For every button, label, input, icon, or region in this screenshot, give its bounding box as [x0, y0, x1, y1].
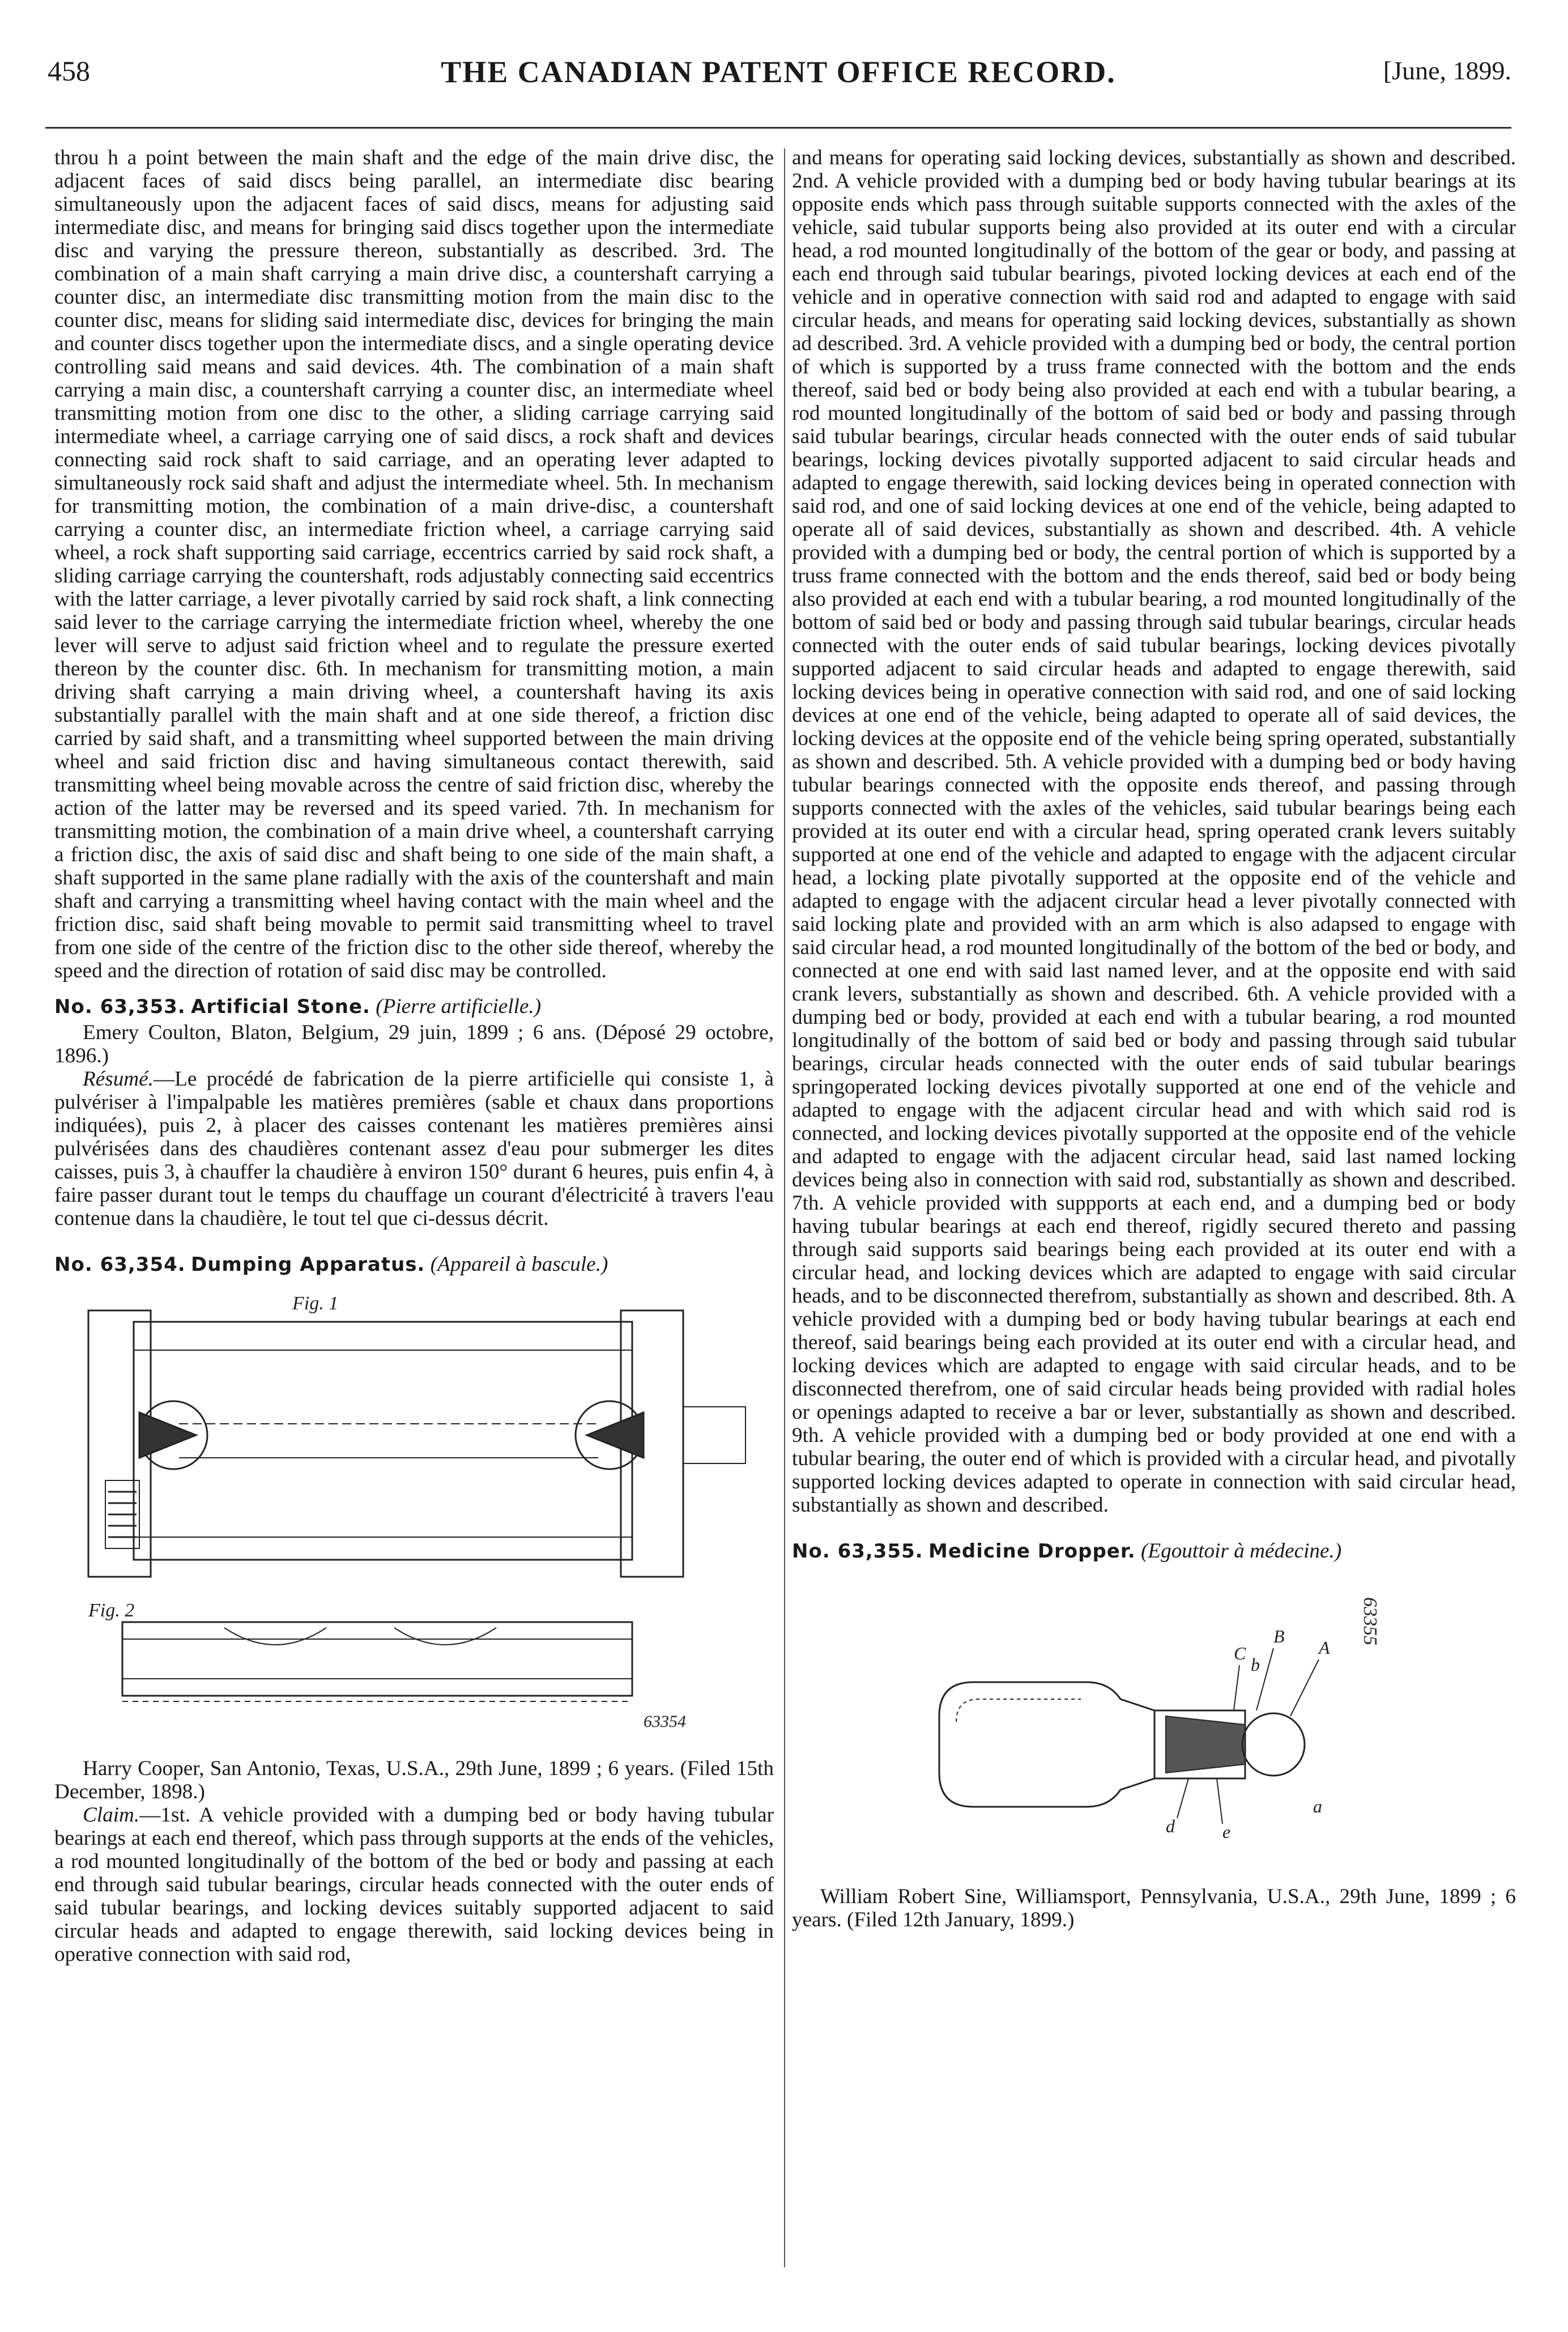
figure-number: 63354 [644, 1712, 686, 1731]
fig1-label: Fig. 1 [292, 1293, 339, 1314]
patent-french-title: (Egouttoir à médecine.) [1141, 1539, 1342, 1563]
side-view-body [122, 1622, 632, 1696]
patent-title: Dumping Apparatus. [190, 1253, 425, 1276]
continued-claims-text: throu h a point between the main shaft and the edge of the main drive disc, the adjacent faces of said discs being parallel, an intermediate disc bearing simultaneously upon the adjacent faces of said discs, means for adjusting said intermediate disc, and means for bringing said discs together upon the intermediate disc and varying the pressure thereon, substantially as described. 3rd. The combination of a main shaft carrying a main drive disc, a countershaft carrying a counter disc, an intermediate disc transmitting motion from the main disc to the counter disc, means for sliding said intermediate disc, devices for bringing the main and counter discs together upon the intermediate discs, and a single operating device controlling said means and said devices. 4th. The combination of a main shaft carrying a main disc, a countershaft carrying a counter disc, an intermediate wheel transmitting motion from one disc to the other, a sliding carriage carrying said intermediate wheel, a carriage carrying one of said discs, a rock shaft and devices connecting said rock shaft to said carriage, and an operating lever adapted to simultaneously rock said shaft and adjust the intermediate wheel. 5th. In mechanism for transmitting motion, the combination of a main drive-disc, a countershaft carrying a counter disc, an intermediate friction wheel, a carriage carrying said wheel, a rock shaft supporting said carriage, eccentrics carried by said rock shaft, a sliding carriage carrying the countershaft, rods adjustably connecting said eccentrics with the latter carriage, a lever pivotally carried by said rock shaft, a link connecting said lever to the carriage carrying the intermediate friction wheel, whereby the one lever will serve to adjust said friction wheel and to regulate the pressure exerted thereon by the counter disc. 6th. In mechanism for transmitting motion, a main driving shaft carrying a main driving wheel, a countershaft having its axis substantially parallel with the main shaft and at one side thereof, a friction disc carried by said shaft, and a transmitting wheel supported between the main driving wheel and said friction disc and having simultaneous contact therewith, said transmitting wheel being movable across the centre of said friction disc, whereby the action of the latter may be reversed and its speed varied. 7th. In mechanism for transmitting motion, the combination of a main drive wheel, a countershaft carrying a friction disc, the axis of said disc and shaft being to one side of the main shaft, a shaft supported in the same plane radially with the axis of the countershaft and main shaft and carrying a transmitting wheel having contact with the main wheel and the friction disc, said shaft being movable to permit said transmitting wheel to travel from one side of the centre of the friction disc to the other side thereof, whereby the speed and the direction of rotation of said disc may be controlled. [54, 146, 774, 982]
resume-label: Résumé. [83, 1067, 154, 1091]
medicine-dropper-drawing [792, 1574, 1511, 1869]
inventor-line: Emery Coulton, Blaton, Belgium, 29 juin, 1899 ; 6 ans. (Déposé 29 octobre, 1896.) [54, 1021, 774, 1067]
patent-number: No. 63,353. [54, 995, 186, 1018]
bed-body-outline [134, 1322, 632, 1560]
patent-french-title: (Pierre artificielle.) [376, 995, 542, 1018]
label-a: a [1313, 1796, 1322, 1816]
patent-title: Medicine Dropper. [928, 1540, 1136, 1563]
page-header [45, 54, 1511, 94]
patent-number: No. 63,355. [792, 1540, 923, 1563]
claim-label: Claim. [83, 1803, 140, 1827]
left-column [54, 146, 774, 1966]
dropper-tube [1166, 1716, 1245, 1773]
dropper-bulb [1242, 1713, 1305, 1776]
issue-date: [June, 1899. [1383, 56, 1511, 85]
patent-heading-63355 [792, 1539, 1516, 1563]
label-B: B [1273, 1626, 1285, 1646]
header-rule [45, 127, 1511, 129]
patent-title: Artificial Stone. [190, 995, 370, 1018]
label-e: e [1222, 1822, 1231, 1842]
figure-number: 63355 [1360, 1597, 1380, 1645]
continued-claims-text: and means for operating said locking devices, substantially as shown and described. 2nd. A vehicle provided with a dumping bed or body having tubular bearings at its opposite ends which pass through suitable supports connected with the axles of the vehicle, said tubular supports being also provided at its outer end with a circular head, a rod mounted longitudinally of the bottom of the gear or body, and passing at each end through said tubular bearings, pivoted locking devices at each end of the vehicle and in operative connection with said rod and adapted to engage with said circular heads, and means for operating said locking devices, substantially as shown ad described. 3rd. A vehicle provided with a dumping bed or body, the central portion of which is supported by a truss frame connected with the bottom and the ends thereof, said bed or body being also provided at each end with a tubular bearing, a rod mounted longitudinally of the bottom of said bed or body and passing through said tubular bearings, circular heads connected with the outer ends of said tubular bearings, locking devices pivotally supported adjacent to said circular heads and adapted to engage therewith, said locking devices being in operated connection with said rod, and one of said locking devices at one end of the vehicle, being adapted to operate all of said devices, substantially as shown and described. 4th. A vehicle provided with a dumping bed or body, the central portion of which is supported by a truss frame connected with the bottom and the ends thereof, said bed or body being also provided at each end with a tubular bearing, a rod mounted longitudinally of the bottom of said bed or body and passing through said tubular bearings, circular heads connected with the outer ends of said tubular bearings, locking devices pivotally supported adjacent to said circular heads and adapted to engage therewith, said locking devices being in operative connection with said rod, and one of said locking devices at one end of the vehicle, being adapted to operate all of said devices, the locking devices at the opposite end of the vehicle being spring operated, substantially as shown and described. 5th. A vehicle provided with a dumping bed or body having tubular bearings connected with the opposite ends thereof, and passing through supports connected with the axles of the vehicles, said tubular bearings being each provided at its outer end with a circular head, spring operated crank levers suitably supported at one end of the vehicle and adapted to engage with the adjacent circular head, a locking plate pivotally supported at the opposite end of the vehicle and adapted to engage with the adjacent circular head a lever pivotally connected with said locking plate and provided with an arm which is also adapsed to engage with said circular head, a rod mounted longitudinally of the bottom of the bed or body, and connected at one end with said last named lever, and at the opposite end with said crank levers, substantially as shown and described. 6th. A vehicle provided with a dumping bed or body, provided at each end with a tubular bearing, a rod mounted longitudinally of the bottom of said bed or body and passing through said tubular bearings, circular heads connected with the outer ends of said tubular bearings springoperated locking devices pivotally supported at one end of the vehicle and adapted to engage with the adjacent circular head and with which said rod is connected, and locking devices pivotally supported at the opposite end of the vehicle and adapted to engage with the adjacent circular head, said last named locking devices being also in connection with said rod, substantially as shown and described. 7th. A vehicle provided with suppports at each end, and a dumping bed or body having tubular bearings at each end thereof, rigidly secured thereto and passing through said supports said bearings being each provided at its outer end with a circular head, and locking devices which are adapted to engage with said circular heads, and to be disconnected therefrom, substantially as shown and described. 8th. A vehicle provided with a dumping bed or body having tubular bearings at each end thereof, said bearings being each provided at its outer end with a circular head, and locking devices which are adapted to engage with said circular heads, and to be disconnected therefrom, one of said circular heads being provided with radial holes or openings adapted to receive a bar or lever, substantially as shown and described. 9th. A vehicle provided with a dumping bed or body provided at one end with a tubular bearing, the outer end of which is provided with a circular head, and pivotally supported locking devices adapted to operate in connection with said circular head, substantially as shown and described. [792, 146, 1516, 1517]
inventor-line: William Robert Sine, Williamsport, Pennsylvania, U.S.A., 29th June, 1899 ; 6 years. (Filed 12th January, 1899.) [792, 1885, 1516, 1931]
resume-text: —Le procédé de fabrication de la pierre artificielle qui consiste 1, à pulvériser à l'impalpable les matières premières (sable et chaux dans proportions indiquées), puis 2, à placer des caisses contenant les matières premières ainsi pulvérisées dans des chaudières contenant assez d'eau pour submerger les dites caisses, puis 3, à chauffer la chaudière à environ 150° durant 6 heures, puis enfin 4, à faire passer durant tout le temps du chauffage un courant d'électricité à travers l'eau contenue dans la chaudière, le tout tel que ci-dessus décrit. [54, 1067, 774, 1230]
label-d: d [1166, 1816, 1175, 1836]
dumping-apparatus-drawing [54, 1288, 774, 1741]
publication-title: THE CANADIAN PATENT OFFICE RECORD. [441, 55, 1116, 89]
inventor-line: Harry Cooper, San Antonio, Texas, U.S.A., 29th June, 1899 ; 6 years. (Filed 15th December, 1898.) [54, 1757, 774, 1803]
claim-paragraph [54, 1803, 774, 1966]
patent-french-title: (Appareil à bascule.) [430, 1253, 608, 1276]
label-A: A [1319, 1637, 1330, 1658]
claim-text: —1st. A vehicle provided with a dumping bed or body having tubular bearings at each end thereof, which pass through supports at the ends of the vehicles, a rod mounted longitudinally of the bottom of the bed or body and passing at each end through said tubular bearings, circular heads connected with the outer ends of said tubular bearings, and locking devices suitably supported adjacent to said circular heads and adapted to engage therewith, said locking devices being in operative connection with said rod, [54, 1803, 774, 1966]
column-divider [784, 148, 785, 2267]
label-C: C [1234, 1643, 1246, 1663]
label-b: b [1251, 1654, 1260, 1675]
patent-heading-63353 [54, 995, 774, 1019]
patent-number: No. 63,354. [54, 1253, 186, 1276]
bottle-outline [939, 1682, 1154, 1807]
resume-paragraph [54, 1067, 774, 1230]
patent-heading-63354 [54, 1253, 774, 1276]
fig2-label: Fig. 2 [88, 1600, 135, 1621]
page-number: 458 [48, 55, 90, 87]
right-column [792, 146, 1516, 1931]
